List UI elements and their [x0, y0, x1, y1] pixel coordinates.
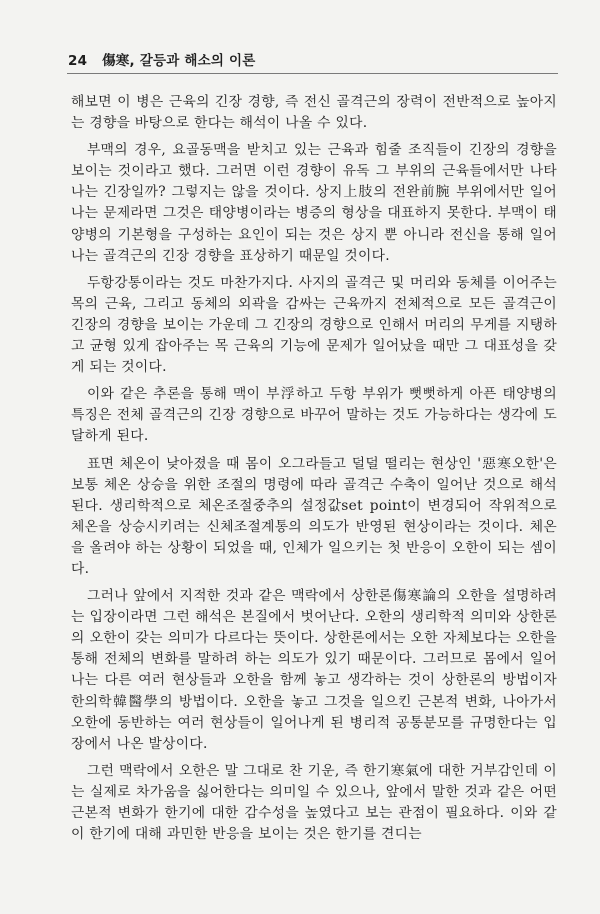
- page-number: 24: [68, 53, 88, 69]
- page-bottom-margin: [0, 902, 600, 914]
- paragraph: 그러나 앞에서 지적한 것과 같은 맥락에서 상한론傷寒論의 오한을 설명하려는 입장이라면 그런 해석은 본질에서 벗어난다. 오한의 생리학적 의미와 상한론의 오한이 갖는 의미가 다르다는 뜻이다. 상한론에서는 오한 자체보다는 오한을 통해 전체의 변화를 말하려 하는 의도가 있기 때문이다. 그러므로 몸에서 일어나는 다른 여러 현상들과 오한을 함께 놓고 생각하는 것이 상한론의 방법이자 한의학韓醫學의 방법이다. 오한을 놓고 그것을 일으킨 근본적 변화, 나아가서 오한에 동반하는 여러 현상들이 일어나게 된 병리적 공통분모를 규명한다는 입장에서 나온 발상이다.: [71, 588, 557, 752]
- body-text: [71, 92, 557, 851]
- header-rule: [67, 73, 558, 74]
- paragraph: 이와 같은 추론을 통해 맥이 부浮하고 두항 부위가 뻣뻣하게 아픈 태양병의 특징은 전체 골격근의 긴장 경향으로 바꾸어 말하는 것도 가능하다는 생각에 도달하게 된다.: [71, 386, 557, 445]
- paragraph: 두항강통이라는 것도 마찬가지다. 사지의 골격근 및 머리와 동체를 이어주는 목의 근육, 그리고 동체의 외곽을 감싸는 근육까지 전체적으로 모든 골격근이 긴장의 경향을 보이는 가운데 그 긴장의 경향으로 인해서 머리의 무게를 지탱하고 균형 있게 잡아주는 목 근육의 기능에 문제가 일어났을 때만 그 대표성을 갖게 되는 것이다.: [71, 274, 557, 376]
- running-header: [68, 49, 255, 69]
- paragraph: 표면 체온이 낮아졌을 때 몸이 오그라들고 덜덜 떨리는 현상인 '惡寒오한'은 보통 체온 상승을 위한 조절의 명령에 따라 골격근 수축이 일어난 것으로 해석된다. 생리학적으로 체온조절중추의 설정값set point이 변경되어 작위적으로 체온을 상승시키려는 신체조절계통의 의도가 반영된 현상이라는 것이다. 체온을 올려야 하는 상황이 되었을 때, 인체가 일으키는 첫 반응이 오한이 되는 셈이다.: [71, 455, 557, 577]
- paragraph: 부맥의 경우, 요골동맥을 받치고 있는 근육과 힘줄 조직들이 긴장의 경향을 보이는 것이라고 했다. 그러면 이런 경향이 유독 그 부위의 근육들에서만 나타나는 긴장일까? 그렇지는 않을 것이다. 상지上肢의 전완前腕 부위에서만 일어나는 문제라면 그것은 태양병이라는 병증의 형상을 대표하지 못한다. 부맥이 태양병의 기본형을 구성하는 요인이 되는 것은 상지 뿐 아니라 전신을 통해 일어나는 골격근의 긴장 경향을 표상하기 때문일 것이다.: [71, 142, 557, 264]
- paragraph: 그런 맥락에서 오한은 말 그대로 찬 기운, 즉 한기寒氣에 대한 거부감인데 이는 실제로 차가움을 싫어한다는 의미일 수 있으나, 앞에서 말한 것과 같은 어떤 근본적 변화가 한기에 대한 감수성을 높였다고 보는 관점이 필요하다. 이와 같이 한기에 대해 과민한 반응을 보이는 것은 한기를 견디는: [71, 762, 557, 843]
- chapter-title: 傷寒, 갈등과 해소의 이론: [102, 53, 256, 69]
- paragraph: 해보면 이 병은 근육의 긴장 경향, 즉 전신 골격근의 장력이 전반적으로 높아지는 경향을 바탕으로 한다는 해석이 나올 수 있다.: [71, 94, 557, 132]
